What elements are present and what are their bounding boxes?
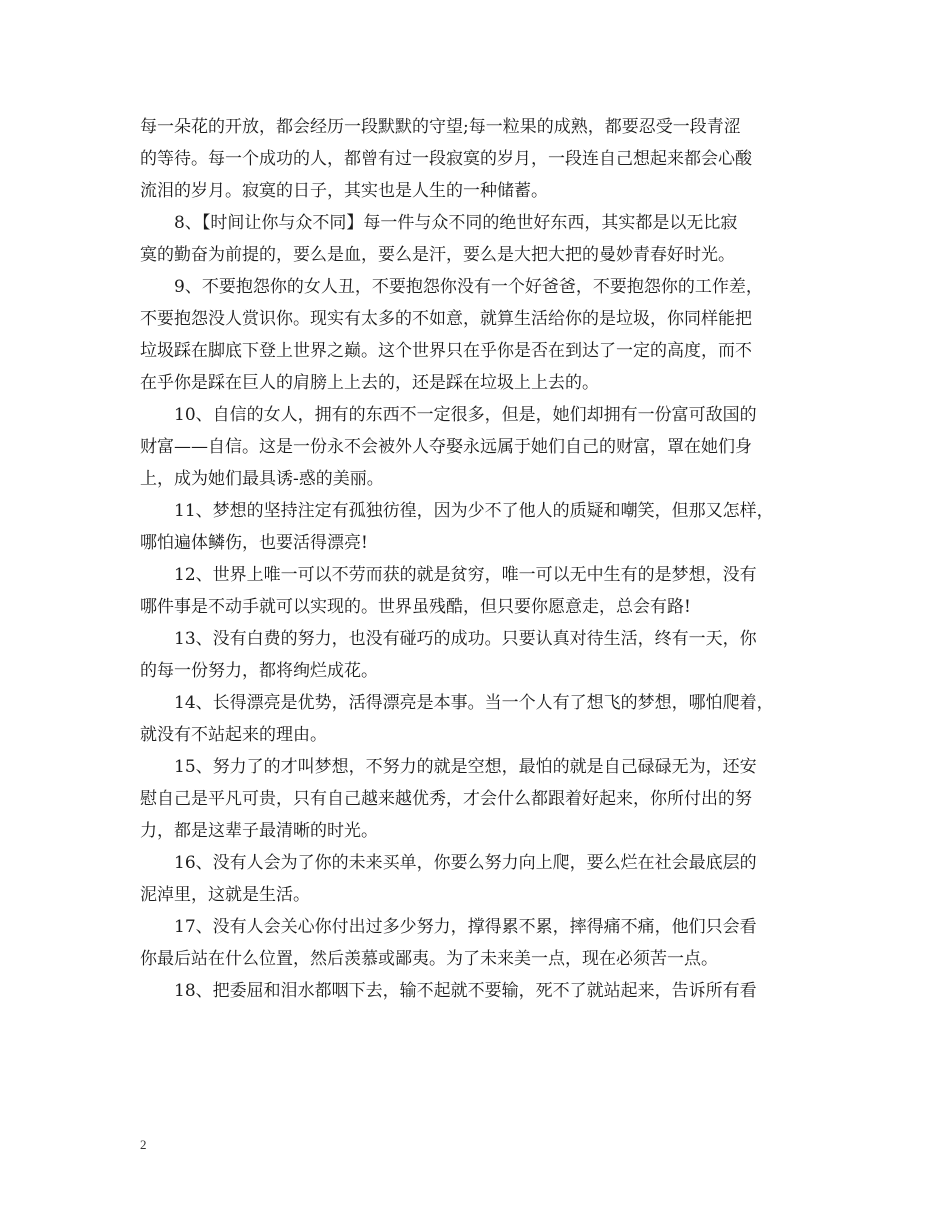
paragraph — [140, 111, 812, 207]
text-line: 17、没有人会关心你付出过多少努力，撑得累不累，摔得痛不痛，他们只会看 — [140, 917, 757, 937]
paragraph — [140, 751, 812, 847]
text-line: 就没有不站起来的理由。 — [140, 725, 327, 745]
text-line: 你最后站在什么位置，然后羡慕或鄙夷。为了未来美一点，现在必须苦一点。 — [140, 949, 718, 969]
text-line: 13、没有白费的努力，也没有碰巧的成功。只要认真对待生活，终有一天，你 — [140, 629, 757, 649]
text-line: 不要抱怨没人赏识你。现实有太多的不如意，就算生活给你的是垃圾，你同样能把 — [140, 309, 752, 329]
paragraph — [140, 623, 812, 687]
text-line: 12、世界上唯一可以不劳而获的就是贫穷，唯一可以无中生有的是梦想，没有 — [140, 565, 757, 585]
text-line: 泥淖里，这就是生活。 — [140, 885, 310, 905]
paragraph — [140, 559, 812, 623]
paragraph — [140, 687, 812, 751]
text-line: 11、梦想的坚持注定有孤独彷徨，因为少不了他人的质疑和嘲笑，但那又怎样， — [140, 501, 774, 521]
text-line: 力，都是这辈子最清晰的时光。 — [140, 821, 378, 841]
text-line: 垃圾踩在脚底下登上世界之巅。这个世界只在乎你是否在到达了一定的高度，而不 — [140, 341, 752, 361]
text-line: 8、【时间让你与众不同】每一件与众不同的绝世好东西，其实都是以无比寂 — [140, 213, 738, 233]
paragraph — [140, 399, 812, 495]
paragraph — [140, 271, 812, 399]
text-line: 14、长得漂亮是优势，活得漂亮是本事。当一个人有了想飞的梦想，哪怕爬着， — [140, 693, 774, 713]
text-line: 财富——自信。这是一份永不会被外人夺娶永远属于她们自己的财富，罩在她们身 — [140, 437, 752, 457]
document-body — [140, 111, 812, 1007]
text-line: 15、努力了的才叫梦想，不努力的就是空想，最怕的就是自己碌碌无为，还安 — [140, 757, 757, 777]
text-line: 哪怕遍体鳞伤，也要活得漂亮! — [140, 533, 368, 553]
text-line: 的每一份努力，都将绚烂成花。 — [140, 661, 378, 681]
text-line: 16、没有人会为了你的未来买单，你要么努力向上爬，要么烂在社会最底层的 — [140, 853, 757, 873]
text-line: 寞的勤奋为前提的，要么是血，要么是汗，要么是大把大把的曼妙青春好时光。 — [140, 245, 735, 265]
paragraph — [140, 847, 812, 911]
paragraph — [140, 207, 812, 271]
text-line: 10、自信的女人，拥有的东西不一定很多，但是，她们却拥有一份富可敌国的 — [140, 405, 757, 425]
text-line: 的等待。每一个成功的人，都曾有过一段寂寞的岁月，一段连自己想起来都会心酸 — [140, 149, 752, 169]
text-line: 上，成为她们最具诱-惑的美丽。 — [140, 469, 384, 489]
text-line: 18、把委屈和泪水都咽下去，输不起就不要输，死不了就站起来，告诉所有看 — [140, 981, 757, 1001]
text-line: 9、不要抱怨你的女人丑，不要抱怨你没有一个好爸爸，不要抱怨你的工作差， — [140, 277, 763, 297]
paragraph — [140, 911, 812, 975]
text-line: 每一朵花的开放，都会经历一段默默的守望;每一粒果的成熟，都要忍受一段青涩 — [140, 117, 741, 137]
text-line: 慰自己是平凡可贵，只有自己越来越优秀，才会什么都跟着好起来，你所付出的努 — [140, 789, 752, 809]
text-line: 哪件事是不动手就可以实现的。世界虽残酷，但只要你愿意走，总会有路! — [140, 597, 691, 617]
page-number: 2 — [140, 1137, 147, 1152]
text-line: 流泪的岁月。寂寞的日子，其实也是人生的一种储蓄。 — [140, 181, 548, 201]
text-line: 在乎你是踩在巨人的肩膀上上去的，还是踩在垃圾上上去的。 — [140, 373, 599, 393]
paragraph — [140, 975, 812, 1007]
paragraph — [140, 495, 812, 559]
